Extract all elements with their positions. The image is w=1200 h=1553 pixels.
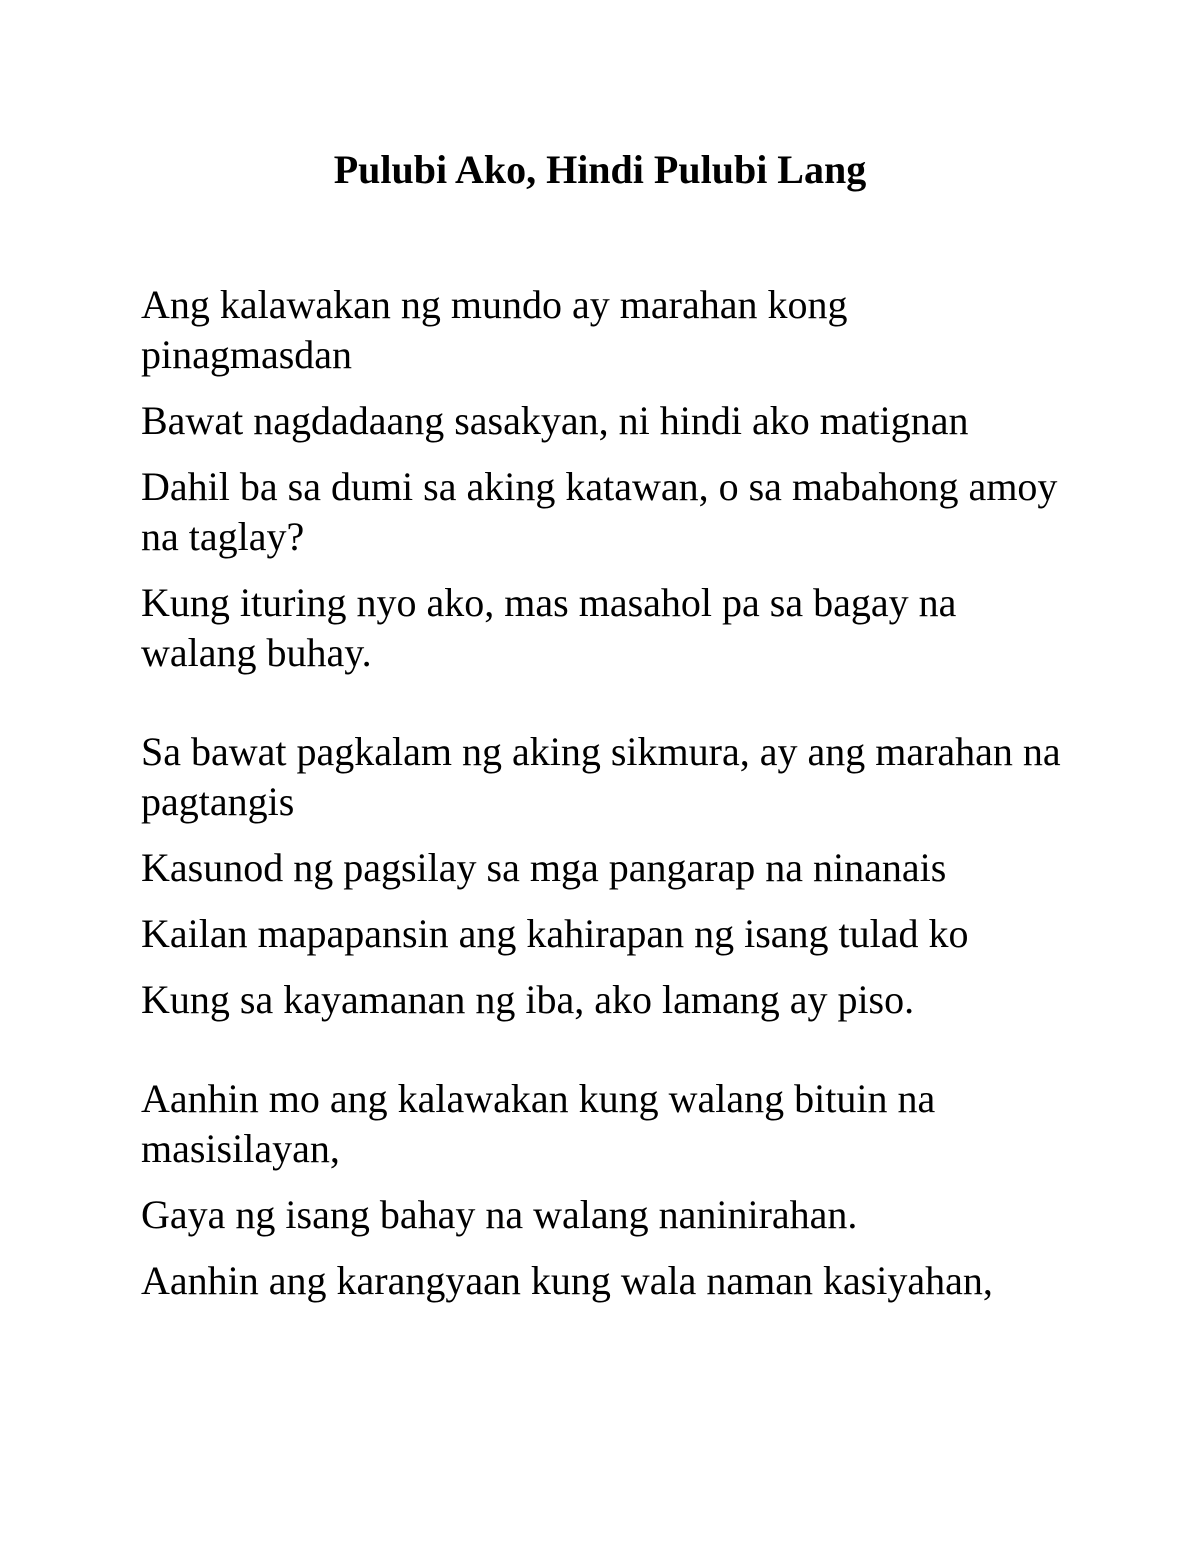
poem-line: Dahil ba sa dumi sa aking katawan, o sa mabahong amoy na taglay?: [141, 464, 1058, 559]
poem-line: Aanhin ang karangyaan kung wala naman kasiyahan,: [141, 1258, 993, 1303]
poem-line: Aanhin mo ang kalawakan kung walang bituin na masisilayan,: [141, 1076, 936, 1171]
stanza-3: [141, 1074, 1061, 1306]
poem-line: Kung sa kayamanan ng iba, ako lamang ay piso.: [141, 977, 915, 1022]
poem-line: Ang kalawakan ng mundo ay marahan kong pinagmasdan: [141, 282, 848, 377]
poem-line: Kailan mapapansin ang kahirapan ng isang tulad ko: [141, 911, 969, 956]
poem-line: Kung ituring nyo ako, mas masahol pa sa bagay na walang buhay.: [141, 580, 957, 675]
poem-body: [141, 280, 1061, 1355]
stanza-1: [141, 280, 1061, 678]
poem-line: Gaya ng isang bahay na walang naninirahan.: [141, 1192, 858, 1237]
poem-line: Bawat nagdadaang sasakyan, ni hindi ako matignan: [141, 398, 969, 443]
poem-line: Kasunod ng pagsilay sa mga pangarap na ninanais: [141, 845, 947, 890]
poem-title: Pulubi Ako, Hindi Pulubi Lang: [333, 147, 867, 192]
stanza-2: [141, 727, 1061, 1025]
poem-line: Sa bawat pagkalam ng aking sikmura, ay ang marahan na pagtangis: [141, 729, 1061, 824]
